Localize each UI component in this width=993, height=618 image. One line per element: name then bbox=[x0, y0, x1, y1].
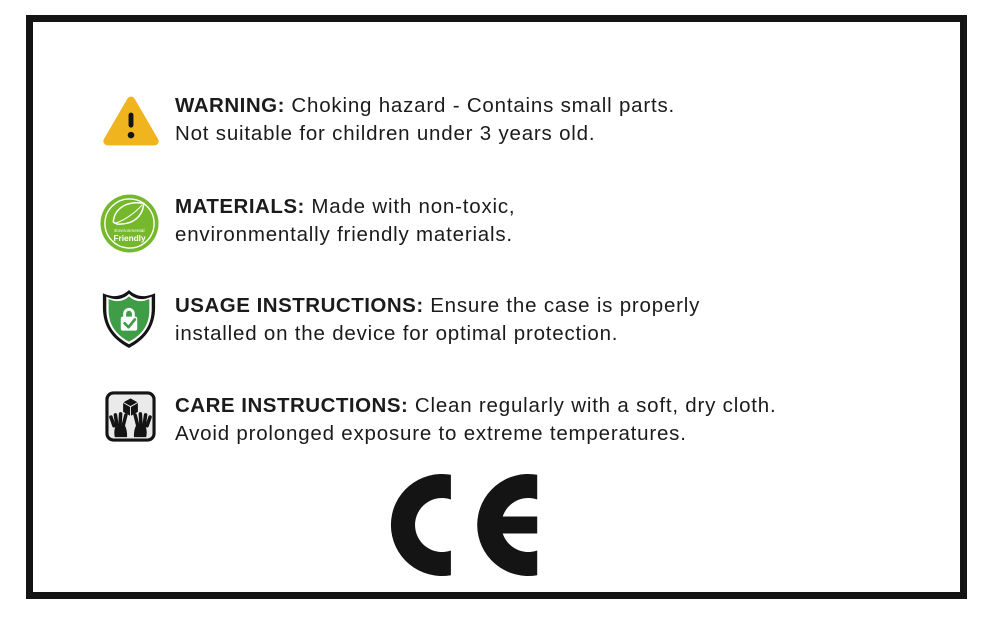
ce-letter-c bbox=[391, 474, 451, 576]
shield-check-icon bbox=[100, 287, 158, 351]
handle-with-care-icon bbox=[105, 391, 156, 442]
usage-instructions-label: USAGE INSTRUCTIONS: bbox=[175, 294, 424, 317]
eco-badge-text-line2: Friendly bbox=[113, 233, 146, 243]
care-line1: Clean regularly with a soft, dry cloth. bbox=[414, 394, 777, 417]
usage-line1: Ensure the case is properly bbox=[430, 294, 701, 317]
materials-label: MATERIALS: bbox=[175, 195, 305, 218]
warning-label: WARNING: bbox=[175, 94, 285, 117]
warning-line1: Choking hazard - Contains small parts. bbox=[291, 94, 676, 117]
warning-text bbox=[175, 92, 675, 148]
ce-mark bbox=[390, 473, 538, 577]
warning-triangle-icon bbox=[101, 93, 161, 150]
eco-badge-text-line1: Environmental bbox=[114, 227, 145, 233]
ce-letter-e bbox=[477, 474, 537, 576]
care-line2: Avoid prolonged exposure to extreme temperatures. bbox=[175, 422, 687, 445]
usage-line2: installed on the device for optimal protection. bbox=[175, 322, 619, 345]
care-instructions-text bbox=[175, 392, 776, 448]
usage-instructions-text bbox=[175, 292, 700, 348]
eco-friendly-badge-icon bbox=[100, 194, 159, 253]
care-instructions-label: CARE INSTRUCTIONS: bbox=[175, 394, 409, 417]
materials-line1: Made with non-toxic, bbox=[311, 195, 516, 218]
materials-text bbox=[175, 193, 515, 249]
warning-line2: Not suitable for children under 3 years old. bbox=[175, 122, 596, 145]
materials-line2: environmentally friendly materials. bbox=[175, 223, 513, 246]
